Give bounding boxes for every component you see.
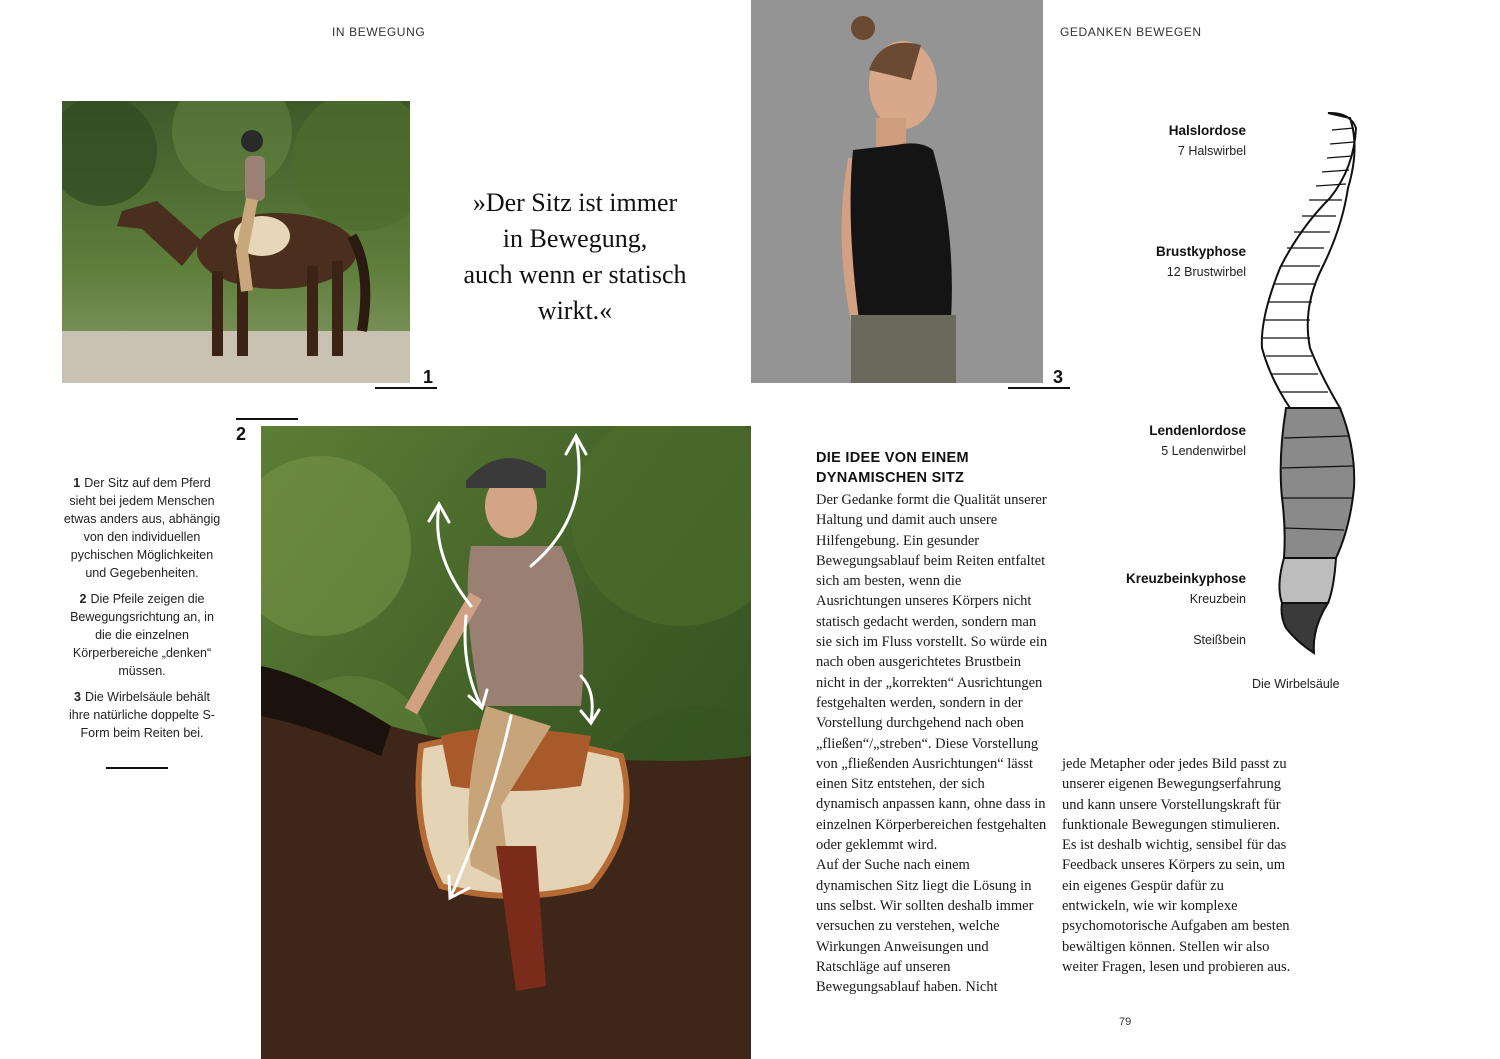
running-header-right: GEDANKEN BEWEGEN xyxy=(1060,25,1202,39)
spine-label-sub: 5 Lendenwirbel xyxy=(1161,444,1246,458)
photo-rider-on-horse-arrows xyxy=(261,426,751,1059)
spine-label-lumbar xyxy=(1040,421,1246,461)
spine-label-sub: 7 Halswirbel xyxy=(1177,144,1246,158)
photo-woman-standing-profile xyxy=(751,0,1043,383)
spine-label-title: Kreuzbeinkyphose xyxy=(1125,571,1246,586)
caption-1-text: Der Sitz auf dem Pferd sieht bei jedem Menschen etwas anders aus, abhängig von den individuellen pychischen Möglichkeiten und Gegebenheiten. xyxy=(63,476,221,580)
article-title-line: DYNAMISCHEN SITZ xyxy=(816,470,965,486)
spine-label-title: Brustkyphose xyxy=(1155,244,1246,259)
caption-2-text: Die Pfeile zeigen die Bewegungsrichtung an, in die die einzelnen Körperbereiche „denken“ müssen. xyxy=(70,592,214,678)
spine-caption: Die Wirbelsäule xyxy=(1252,677,1340,691)
captions-rule xyxy=(106,767,168,769)
article-column-1: Der Gedanke formt die Qualität unserer Haltung und damit auch unsere Hilfengebung. Ein gesunder Bewegungsablauf beim Reiten entfaltet sich am besten, wenn die Ausrichtungen unseres Körpers nicht statisch gedacht werden, sondern man sie sich im Fluss vorstellt. So würde ein nach oben ausgerichtetes Brustbein nicht in der „korrekten“ Ausrichtungen festgehalten werden, sondern in der Vorstellung durchgehend nach oben „fließen“/„streben“. Diese Vorstellung von „fließenden Ausrichtungen“ lässt einen Sitz entstehen, der sich dynamisch anpassen kann, ohne dass in einzelnen Körperbereichen festgehalten oder geklemmt wird. Auf der Suche nach einem dynamischen Sitz liegt die Lösung in uns selbst. Wir sollten deshalb immer versuchen zu verstehen, welche Wirkungen Anweisungen und Ratschläge auf unseren Bewegungsablauf haben. Nicht xyxy=(816,492,1048,996)
caption-3-number: 3 xyxy=(73,690,81,704)
spine-label-title: Halslordose xyxy=(1168,123,1246,138)
figure-captions xyxy=(62,474,222,750)
spine-label-thoracic xyxy=(1040,242,1246,282)
figure-1-rule xyxy=(375,387,437,389)
caption-3 xyxy=(62,688,222,742)
figure-number-3: 3 xyxy=(1053,367,1064,387)
article-title-line: DIE IDEE VON EINEM xyxy=(816,450,969,466)
figure-3-rule xyxy=(1008,387,1070,389)
pull-quote-line: »Der Sitz ist immer xyxy=(472,188,678,217)
figure-number-1: 1 xyxy=(423,367,434,387)
caption-2 xyxy=(62,590,222,680)
caption-1-number: 1 xyxy=(73,476,81,490)
page-number: 79 xyxy=(1119,1016,1132,1028)
caption-2-number: 2 xyxy=(79,592,87,606)
caption-3-text: Die Wirbelsäule behält ihre natürliche doppelte S-Form beim Reiten bei. xyxy=(69,690,215,740)
pull-quote xyxy=(430,185,720,329)
pull-quote-line: in Bewegung, xyxy=(502,224,648,253)
spine-label-sacral xyxy=(1040,569,1246,609)
spine-illustration xyxy=(1250,108,1362,658)
spine-label-sub: Kreuzbein xyxy=(1189,592,1246,606)
spine-label-coccyx: Steißbein xyxy=(1193,633,1246,647)
article-title xyxy=(816,448,1046,488)
spine-label-cervical xyxy=(1040,121,1246,161)
spine-label-title: Lendenlordose xyxy=(1149,423,1246,438)
pull-quote-line: auch wenn er statisch xyxy=(463,260,687,289)
caption-1 xyxy=(62,474,222,582)
figure-2-rule xyxy=(236,418,298,420)
figure-number-2: 2 xyxy=(236,424,247,444)
running-header-left: IN BEWEGUNG xyxy=(332,25,426,39)
pull-quote-line: wirkt.« xyxy=(537,296,613,325)
spine-label-sub: 12 Brustwirbel xyxy=(1166,265,1246,279)
article-column-2: jede Metapher oder jedes Bild passt zu unserer eigenen Bewegungserfahrung und kann unsere Vorstellungskraft für funktionale Bewegungen stimulieren. Es ist deshalb wichtig, sensibel für das Feedback unseres Körpers zu sein, um ein eigenes Gespür dafür zu entwickeln, wie wir komplexe psychomotorische Aufgaben am besten bewältigen können. Stellen wir also weiter Fragen, lesen und probieren aus. xyxy=(1062,756,1291,975)
photo-rider-standing-horse xyxy=(62,101,410,383)
